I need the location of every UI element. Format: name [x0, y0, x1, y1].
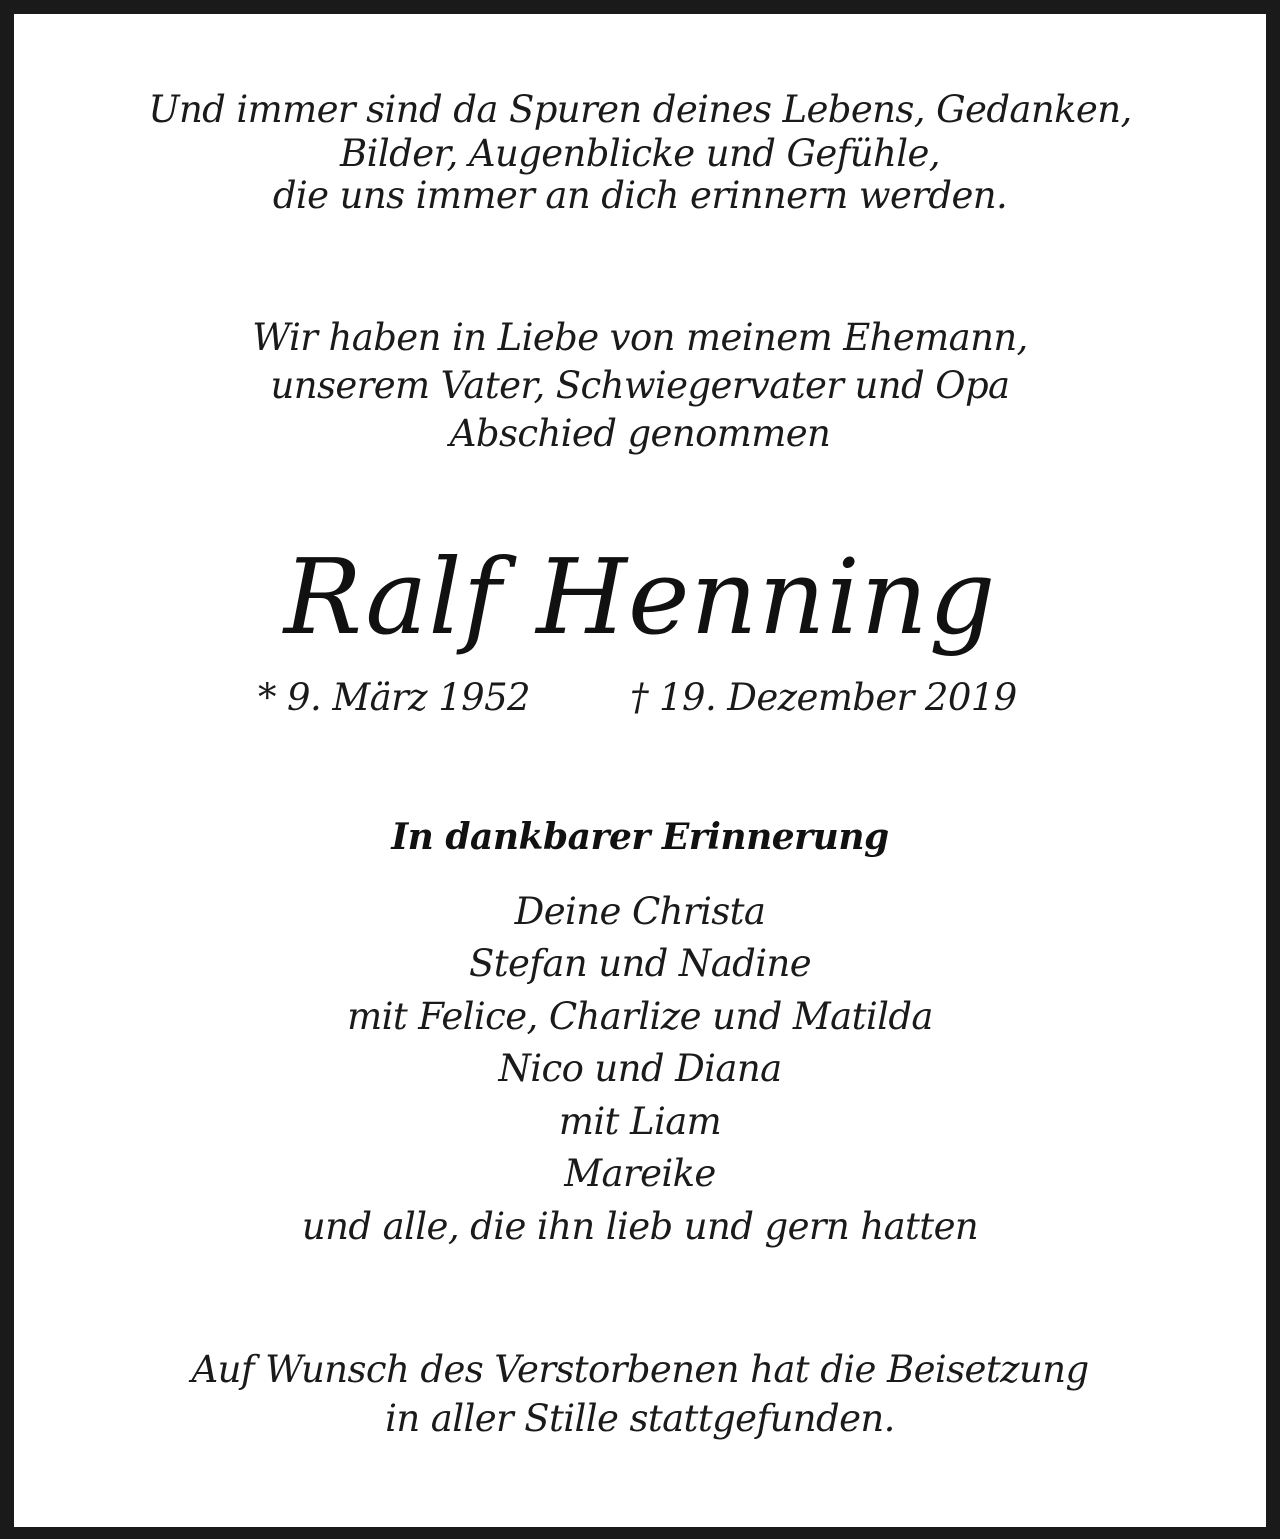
deceased-name: Ralf Henning: [283, 536, 997, 658]
intro-line-1: Wir haben in Liebe von meinem Ehemann,: [252, 316, 1028, 359]
poem-line-3: die uns immer an dich erinnern werden.: [272, 174, 1008, 217]
mourner-line: mit Liam: [558, 1100, 722, 1143]
poem-line-1: Und immer sind da Spuren deines Lebens, Gedanken,: [148, 88, 1132, 131]
life-dates: [14, 676, 1266, 720]
mourner-line: Nico und Diana: [498, 1047, 782, 1090]
mourner-line: Stefan und Nadine: [468, 942, 812, 985]
mourner-line: Mareike: [564, 1152, 716, 1195]
mourner-line: und alle, die ihn lieb und gern hatten: [301, 1205, 979, 1248]
death-date: † 19. Dezember 2019: [630, 676, 1017, 719]
closing-line-1: Auf Wunsch des Verstorbenen hat die Beisetzung: [191, 1348, 1089, 1391]
poem-line-2: Bilder, Augenblicke und Gefühle,: [340, 132, 940, 175]
mourner-line: mit Felice, Charlize und Matilda: [347, 995, 933, 1038]
birth-date: * 9. März 1952: [258, 676, 530, 719]
mourners-heading: In dankbarer Erinnerung: [391, 816, 889, 858]
intro-line-3: Abschied genommen: [449, 412, 831, 455]
closing-line-2: in aller Stille stattgefunden.: [385, 1397, 895, 1440]
intro-line-2: unserem Vater, Schwiegervater und Opa: [270, 364, 1010, 407]
mourner-line: Deine Christa: [514, 890, 766, 933]
